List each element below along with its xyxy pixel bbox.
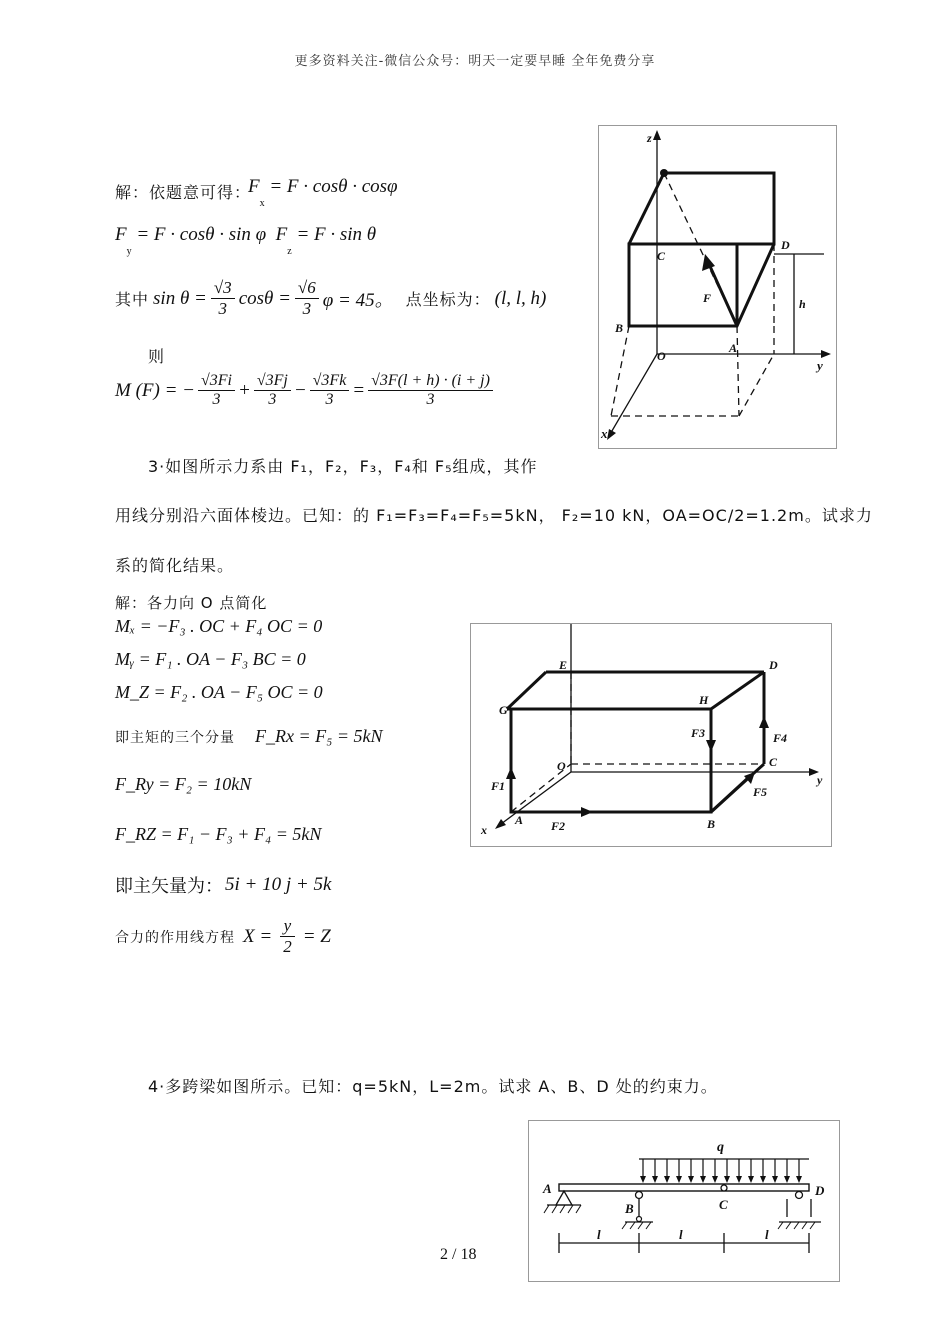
fig1-label-d: D bbox=[781, 238, 790, 252]
problem3-line2: 用线分别沿六面体棱边。已知：的 F₁=F₃=F₄=F₅=5kN， F₂=10 kN，OA=OC/2=1.2m。试求力 bbox=[115, 506, 873, 525]
fig2-label-f3: F3 bbox=[691, 726, 706, 740]
fig3-label-l3: l bbox=[765, 1227, 769, 1242]
fig2-label-f2: F2 bbox=[551, 819, 566, 833]
fig1-label-c: C bbox=[657, 249, 666, 263]
problem3-line1: 3·如图所示力系由 F₁，F₂，F₃，F₄和 F₅组成，其作 bbox=[148, 457, 538, 476]
sol3-my: Mᵧ = F₁ . OA − F₃ BC = 0 bbox=[115, 649, 306, 669]
problem3-line3: 系的简化结果。 bbox=[115, 556, 235, 575]
fig2-label-f4: F4 bbox=[773, 731, 788, 745]
fig3-label-d: D bbox=[815, 1183, 825, 1198]
sol3-line-eq: 合力的作用线方程 X = $\frac{y}{2}$ = Z bbox=[115, 916, 331, 956]
sol3-frx-row: 即主矩的三个分量 F_Rx = F₅ = 5kN bbox=[115, 726, 383, 746]
fig1-label-o: O bbox=[657, 349, 666, 363]
fig3-label-c: C bbox=[719, 1197, 728, 1212]
fig2-label-a: A bbox=[515, 813, 524, 827]
sol3-fry: F_Ry = F₂ = 10kN bbox=[115, 774, 252, 794]
sol3-intro: 解：各力向 O 点简化 bbox=[115, 594, 268, 612]
sol1-fy-fz: $F_y = F \cdot \cos\theta \cdot \sin \varphi$ $F_z = F \cdot \sin \theta$ bbox=[115, 224, 377, 257]
page-header: 更多资料关注-微信公众号：明天一定要早睡 全年免费分享 bbox=[294, 54, 656, 69]
fig2-label-h: H bbox=[699, 693, 709, 707]
fig2-label-b: B bbox=[707, 817, 716, 831]
fig1-label-z: z bbox=[647, 131, 652, 145]
sol1-where: 其中 sin θ = $\frac{√3}{3}$ cosθ = $\frac{√6}{3}$ φ = 45。 点坐标为： (l, l, h) bbox=[115, 278, 547, 318]
sol3-frz: F_RZ = F₁ − F₃ + F₄ = 5kN bbox=[115, 824, 322, 844]
sol3-mz: M_Z = F₂ . OA − F₅ OC = 0 bbox=[115, 682, 323, 702]
figure-cuboid-forces bbox=[470, 623, 832, 847]
fig1-label-h: h bbox=[799, 297, 806, 311]
fig1-label-f: F bbox=[703, 291, 712, 305]
problem4-text: 4·多跨梁如图所示。已知：q=5kN，L=2m。试求 A、B、D 处的约束力。 bbox=[148, 1077, 718, 1096]
fig3-label-l2: l bbox=[679, 1227, 683, 1242]
sol1-fx: $F_x = F \cdot \cos\theta \cdot \cos\varphi$ bbox=[248, 176, 398, 209]
fig2-label-x: x bbox=[481, 823, 487, 837]
fig2-label-y: y bbox=[817, 773, 823, 787]
fig2-label-d: D bbox=[769, 658, 778, 672]
figure-box-force bbox=[598, 125, 837, 449]
sol1-intro: 解：依题意可得： bbox=[115, 183, 252, 202]
sol1-moment: M (F) = − $\frac{√3Fi}{3}$ + $\frac{√3Fj}{3}$ − $\frac{√3Fk}{3}$ = $\frac{√3F(l + h) \cdot (i + j)}{3}$ bbox=[115, 372, 493, 409]
fig2-label-o: O bbox=[557, 759, 566, 773]
fig2-label-g: G bbox=[499, 703, 508, 717]
fig2-label-f1: F1 bbox=[491, 779, 506, 793]
fig3-label-l1: l bbox=[597, 1227, 601, 1242]
fig1-label-x: x bbox=[601, 426, 608, 441]
page-number: 2 / 18 bbox=[440, 1246, 477, 1263]
sol3-main-vector: 即主矢量为： 5i + 10 j + 5k bbox=[115, 874, 332, 897]
sol1-then: 则 bbox=[148, 347, 166, 366]
fig1-label-y: y bbox=[817, 358, 823, 373]
fig2-label-c: C bbox=[769, 755, 778, 769]
fig3-label-q: q bbox=[717, 1140, 724, 1155]
fig1-label-b: B bbox=[615, 321, 624, 335]
fig3-label-b: B bbox=[625, 1201, 634, 1216]
fig3-label-a: A bbox=[543, 1181, 552, 1196]
figure-multispan-beam bbox=[528, 1120, 840, 1282]
fig1-label-a: A bbox=[729, 341, 738, 355]
fig2-label-f5: F5 bbox=[753, 785, 768, 799]
sol3-mx: Mₓ = −F₃ . OC + F₄ OC = 0 bbox=[115, 616, 323, 636]
fig2-label-e: E bbox=[559, 658, 568, 672]
